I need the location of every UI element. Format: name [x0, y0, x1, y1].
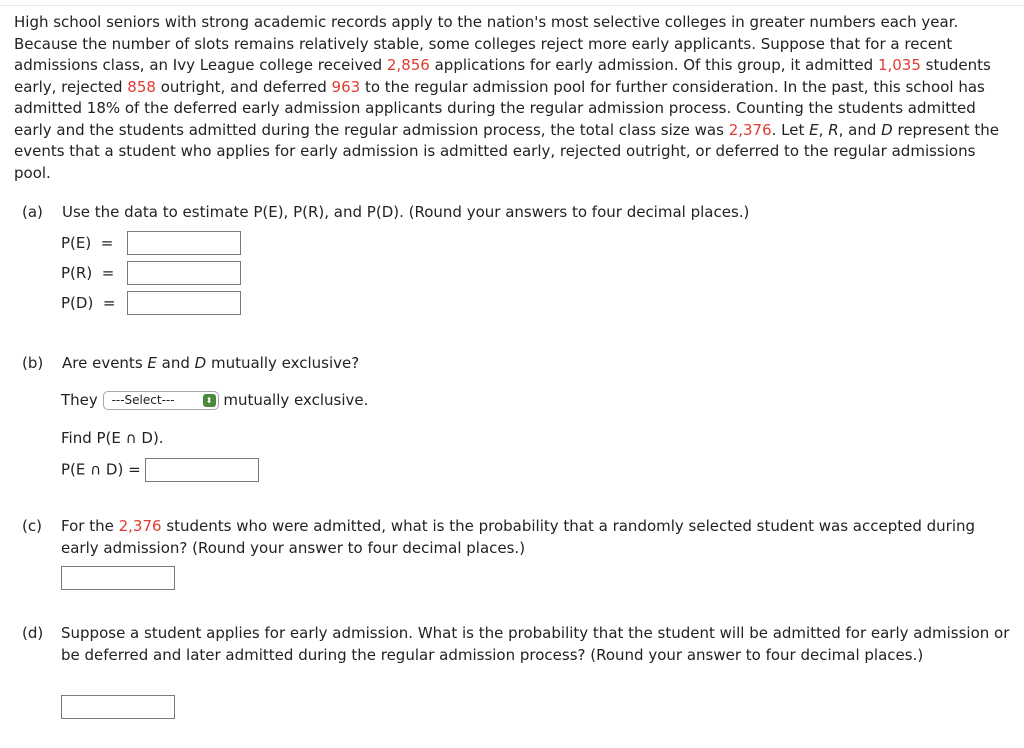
deferred-value: 963 — [331, 77, 361, 96]
d-answer-row — [61, 695, 175, 719]
part-b-question: (b) Are events E and D mutually exclusive? — [22, 354, 360, 372]
part-d-label: (d) — [22, 624, 44, 642]
ped-input[interactable] — [145, 458, 259, 482]
exclusive-suffix: mutually exclusive. — [223, 391, 369, 409]
select-arrow-icon: ⬍ — [203, 394, 216, 407]
part-b-label: (b) — [22, 354, 44, 372]
they-label: They — [61, 391, 98, 409]
pe-label: P(E) — [61, 233, 92, 252]
pd-row: P(D) = — [61, 291, 241, 315]
top-divider — [0, 5, 1024, 6]
pr-input[interactable] — [127, 261, 241, 285]
c-class-size-value: 2,376 — [118, 517, 162, 535]
pr-label: P(R) — [61, 263, 93, 282]
part-c-question: For the 2,376 students who were admitted, what is the probability that a randomly selected student was accepted during early admission? (Round your answer to four decimal places.) — [61, 517, 976, 557]
part-a-question: (a) Use the data to estimate P(E), P(R), and P(D). (Round your answers to four decimal places.) — [22, 203, 750, 221]
pe-row: P(E) = — [61, 231, 241, 255]
exclusive-row — [61, 391, 368, 410]
find-ped-label: Find P(E ∩ D). — [61, 429, 164, 447]
part-d-question: Suppose a student applies for early admission. What is the probability that the student will be admitted for early admission or be deferred and later admitted during the regular admission process? (Round your answer to four decimal places.) — [61, 624, 1010, 664]
applications-value: 2,856 — [386, 56, 430, 74]
rejected-value: 858 — [127, 77, 156, 96]
pd-label: P(D) — [61, 293, 94, 312]
admitted-early-value: 1,035 — [877, 56, 921, 74]
d-answer-input[interactable] — [61, 695, 175, 719]
exclusive-select[interactable]: ---Select--- ⬍ — [103, 391, 219, 410]
c-answer-row — [61, 566, 175, 590]
problem-statement: High school seniors with strong academic records apply to the nation's most selective colleges in greater numbers each year. Because the number of slots remains relatively stable, some colleges reject more early applicants. Suppose that for a recent admissions class, an Ivy League college received 2,856 applications for early admission. Of this group, it admitted 1,035 students early, rejected 858 outright, and deferred 963 to the regular admission pool for further consideration. In the past, this school has admitted 18% of the deferred early admission applicants during the regular admission process. Counting the students admitted early and the students admitted during the regular admission process, the total class size was 2,376. Let E, R, and D represent the events that a student who applies for early admission is admitted early, rejected outright, or deferred to the regular admissions pool. — [14, 13, 999, 182]
pe-input[interactable] — [127, 231, 241, 255]
ped-row: P(E ∩ D) = — [61, 458, 259, 482]
class-size-value: 2,376 — [728, 120, 772, 139]
c-answer-input[interactable] — [61, 566, 175, 590]
ped-label: P(E ∩ D) — [61, 460, 124, 479]
part-c-label: (c) — [22, 517, 42, 535]
pr-row: P(R) = — [61, 261, 241, 285]
pd-input[interactable] — [127, 291, 241, 315]
part-a-label: (a) — [22, 203, 43, 221]
